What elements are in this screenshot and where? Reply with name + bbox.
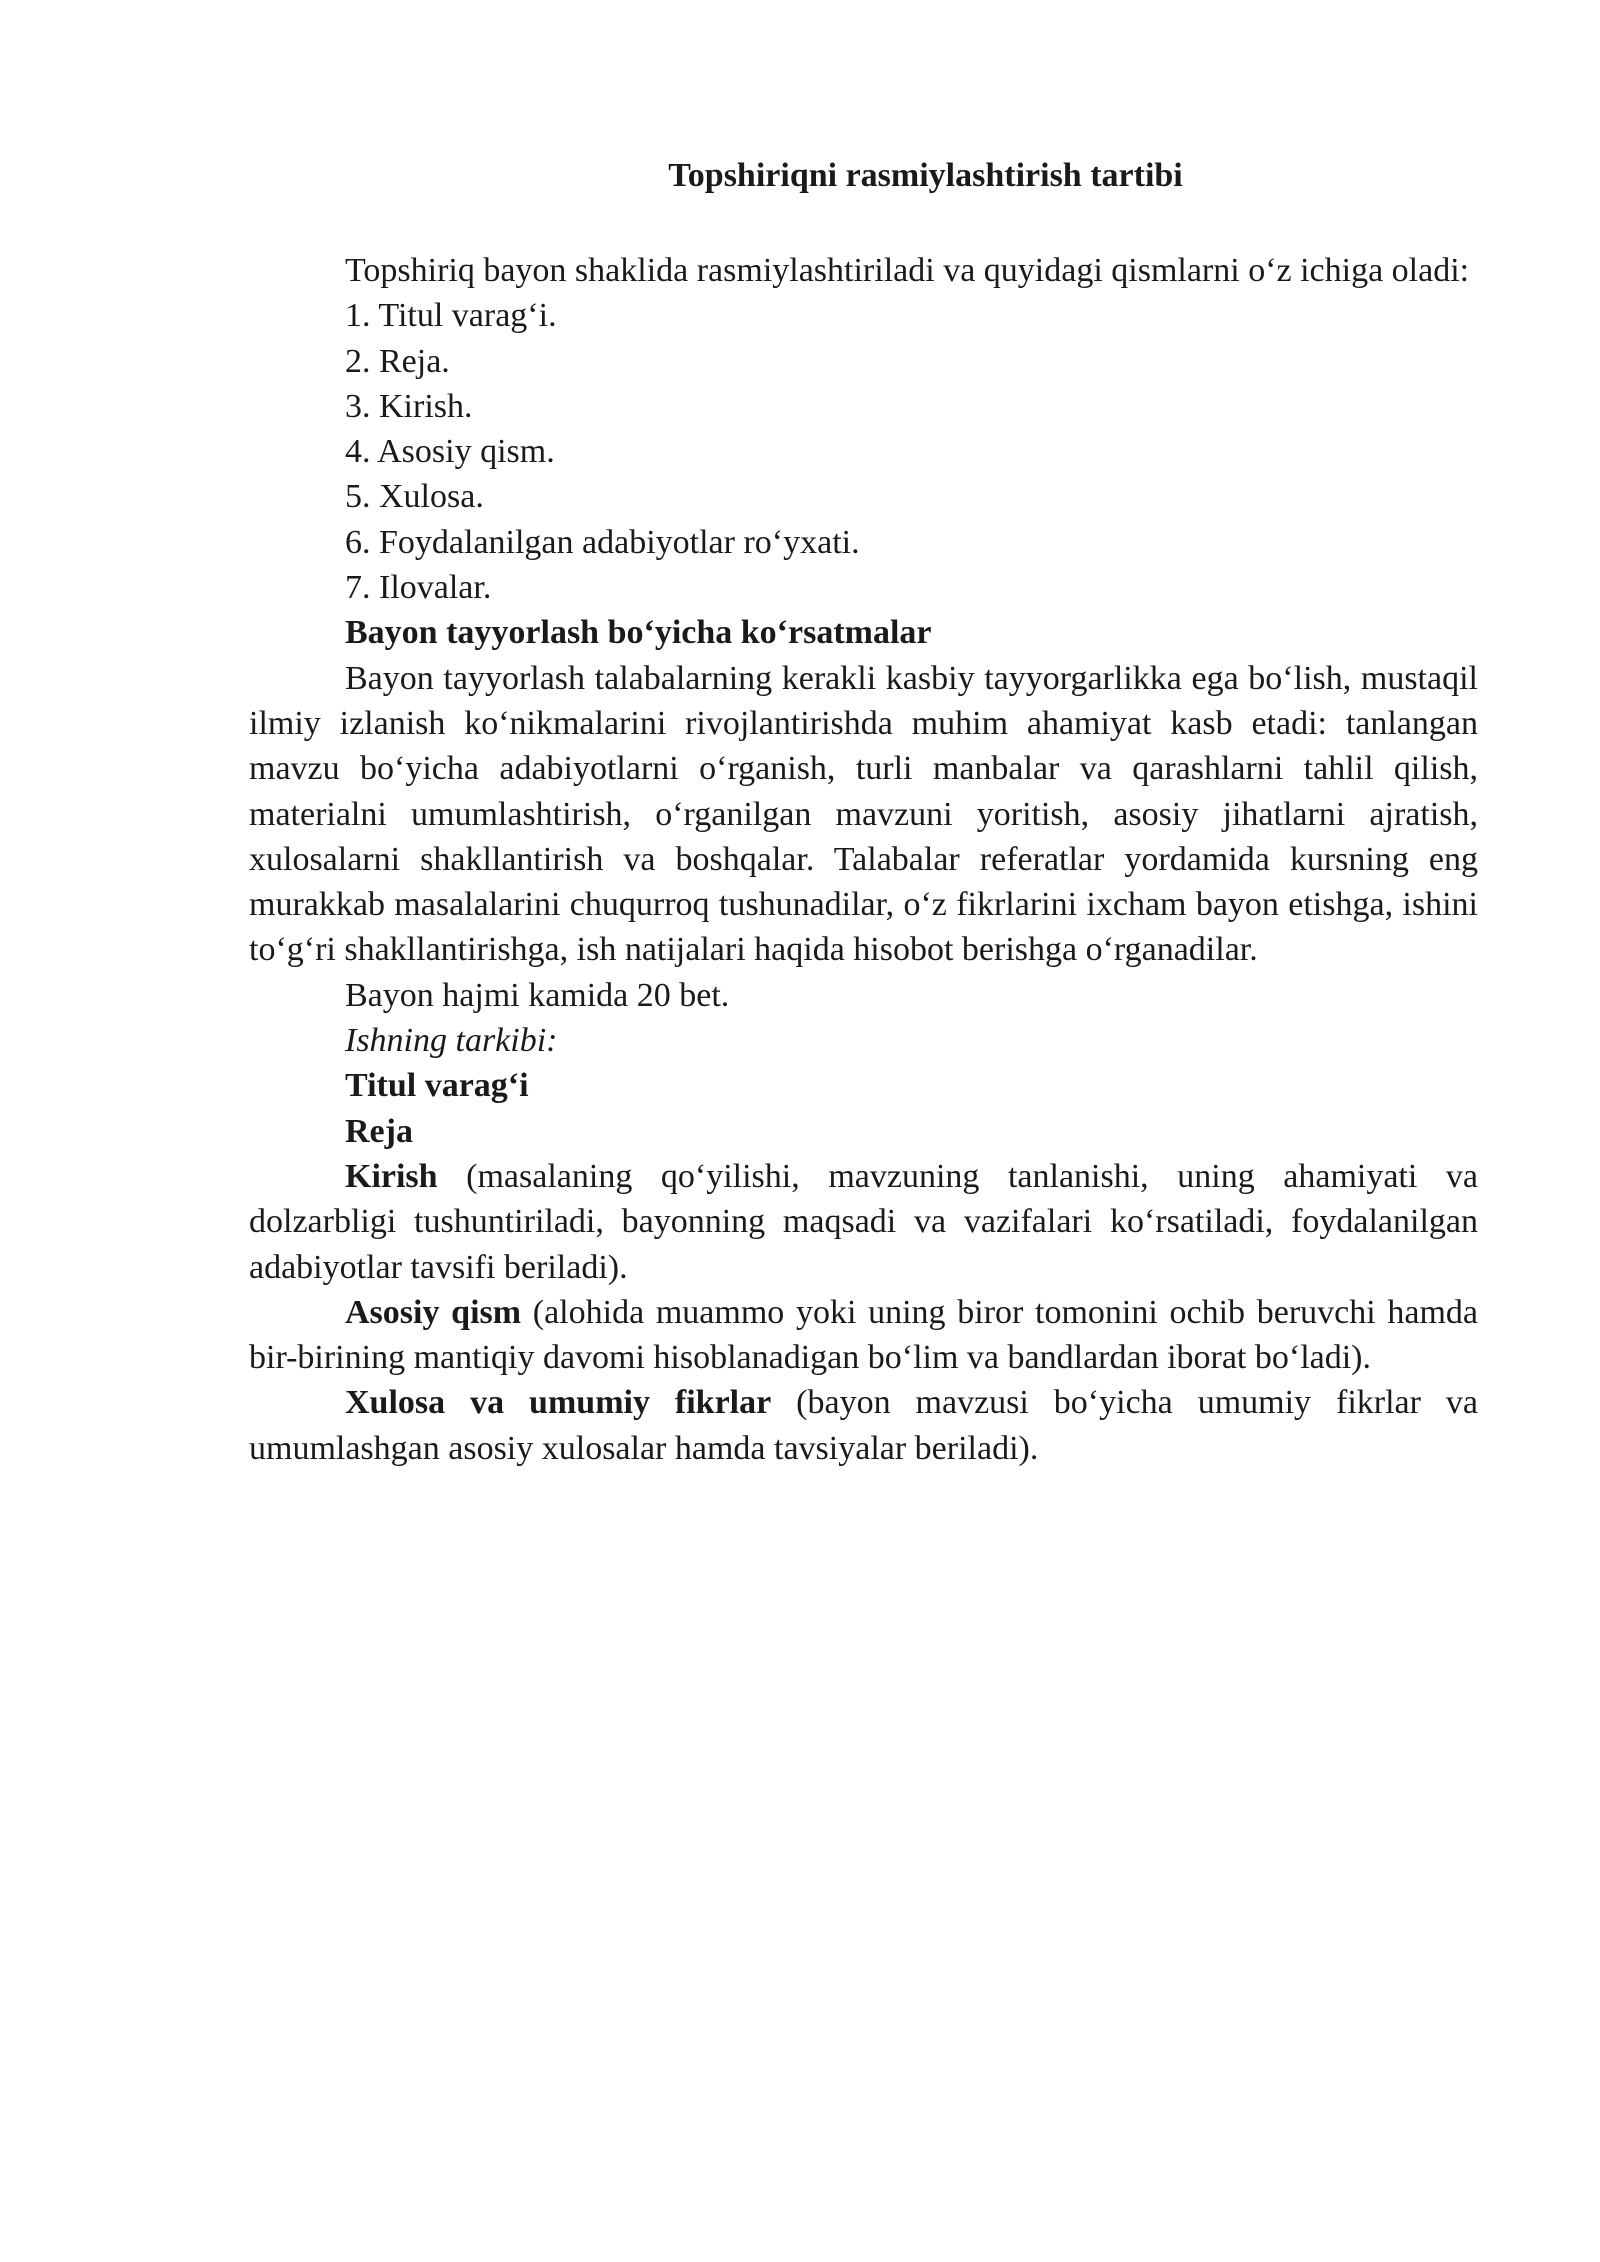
kirish-description: (masalaning qo‘yilishi, mavzuning tanlanishi, uning ahamiyati va dolzarbligi tushuntiriladi, bayonning maqsadi va vazifalari ko‘rsatiladi, foydalanilgan adabiyotlar tavsifi beriladi).	[249, 1157, 1478, 1286]
kirish-paragraph	[249, 1154, 1478, 1290]
list-item: 1. Titul varag‘i.	[345, 297, 557, 335]
titul-heading: Titul varag‘i	[345, 1067, 529, 1105]
intro-paragraph: Topshiriq bayon shaklida rasmiylashtiriladi va quyidagi qismlarni o‘z ichiga oladi:	[345, 252, 1470, 289]
asosiy-description: (alohida muammo yoki uning biror tomonini ochib beruvchi hamda bir-birining mantiqiy davomi hisoblanadigan bo‘lim va bandlardan iborat bo‘ladi).	[249, 1293, 1479, 1377]
list-item: 5. Xulosa.	[345, 478, 484, 516]
xulosa-term: Xulosa va umumiy fikrlar	[345, 1384, 772, 1422]
kirish-term: Kirish	[345, 1157, 438, 1195]
list-item: 6. Foydalanilgan adabiyotlar ro‘yxati.	[345, 523, 860, 561]
list-item: 2. Reja.	[345, 342, 450, 380]
guidelines-paragraph: Bayon tayyorlash talabalarning kerakli kasbiy tayyorgarlikka ega bo‘lish, mustaqil ilmiy izlanish ko‘nikmalarini rivojlantirishda muhim ahamiyat kasb etadi: tanlangan mavzu bo‘yicha adabiyotlarni o‘rganish, turli manbalar va qarashlarni tahlil qilish, materialni umumlashtirish, o‘rganilgan mavzuni yoritish, asosiy jihatlarni ajratish, xulosalarni shakllantirish va boshqalar. Talabalar referatlar yordamida kursning eng murakkab masalalarini chuqurroq tushunadilar, o‘z fikrlarini ixcham bayon etishga, ishini to‘g‘ri shakllantirishga, ish natijalari haqida hisobot berishga o‘rganadilar.	[249, 659, 1478, 969]
asosiy-paragraph	[249, 1290, 1478, 1381]
list-item: 3. Kirish.	[345, 387, 473, 425]
page-title: Topshiriqni rasmiylashtirish tartibi	[668, 157, 1183, 194]
xulosa-description: (bayon mavzusi bo‘yicha umumiy fikrlar va umumlashgan asosiy xulosalar hamda tavsiyalar beriladi).	[249, 1384, 1478, 1467]
parts-list	[249, 293, 1478, 610]
list-item: 4. Asosiy qism.	[345, 433, 555, 471]
guidelines-heading: Bayon tayyorlash bo‘yicha ko‘rsatmalar	[345, 614, 932, 652]
asosiy-term: Asosiy qism	[345, 1293, 522, 1331]
xulosa-paragraph	[249, 1380, 1478, 1471]
volume-note: Bayon hajmi kamida 20 bet.	[345, 976, 730, 1014]
reja-heading: Reja	[345, 1112, 413, 1150]
list-item: 7. Ilovalar.	[345, 569, 492, 607]
document-page	[249, 148, 1478, 1471]
structure-label: Ishning tarkibi:	[345, 1022, 558, 1060]
